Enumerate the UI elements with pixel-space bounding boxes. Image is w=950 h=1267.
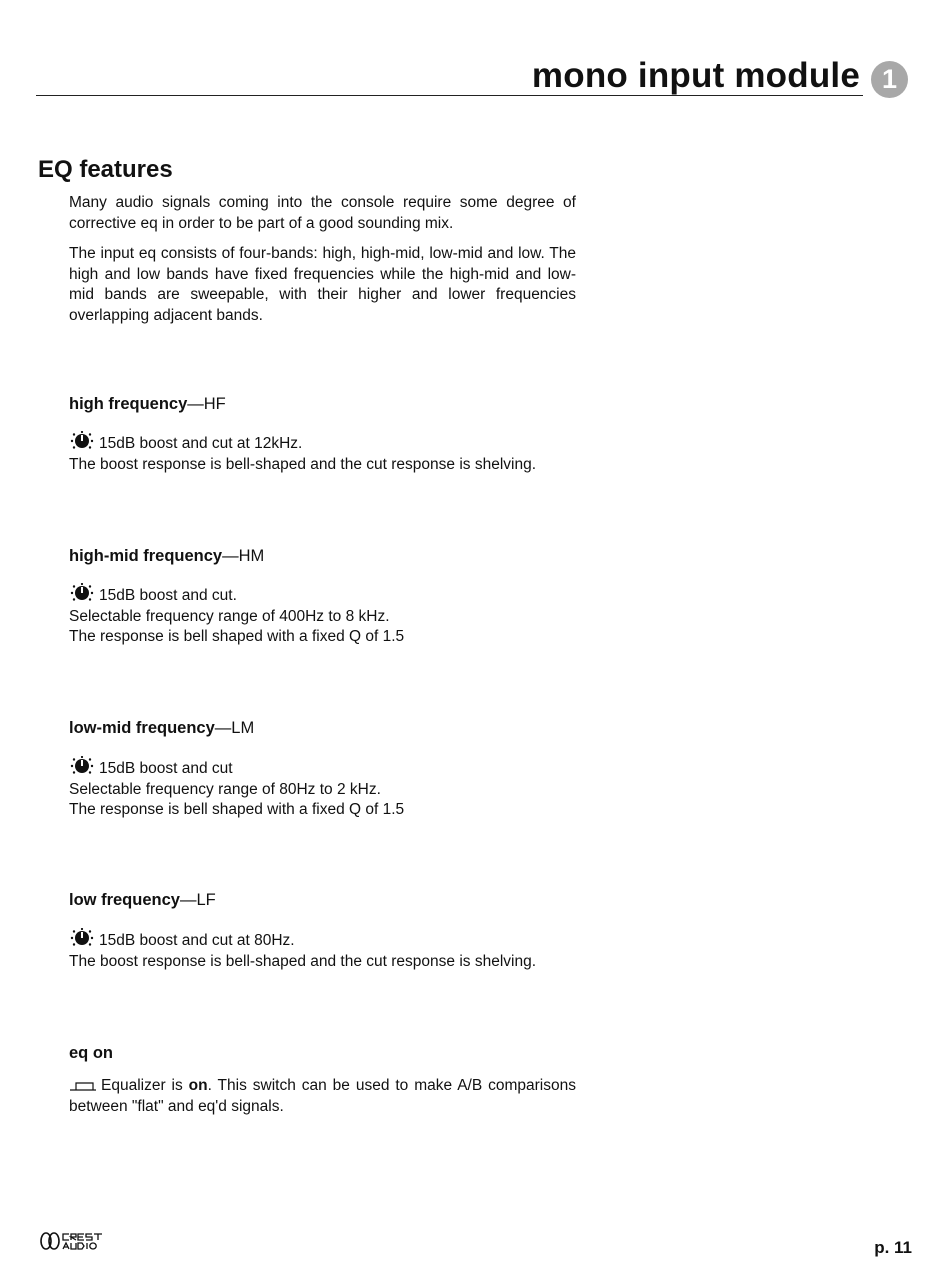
lm-heading [69, 719, 254, 738]
knob-icon [69, 928, 95, 948]
lf-heading-name: low frequency [69, 891, 180, 909]
lm-heading-name: low-mid frequency [69, 719, 215, 737]
hm-heading [69, 547, 264, 566]
hf-line-1: 15dB boost and cut at 12kHz. [99, 435, 303, 452]
switch-icon [69, 1078, 97, 1092]
knob-icon [69, 583, 95, 603]
hm-line-1: 15dB boost and cut. [99, 587, 237, 604]
hf-description [69, 431, 589, 475]
intro-paragraph-2: The input eq consists of four-bands: high, high-mid, low-mid and low. The high and low bands have fixed frequencies while the high-mid and low-mid bands are sweepable, with their higher and lower frequencies overlapping adjacent bands. [69, 245, 576, 324]
hf-line-2: The boost response is bell-shaped and the cut response is shelving. [69, 455, 537, 473]
lf-heading [69, 891, 216, 910]
crest-audio-logo [40, 1230, 114, 1252]
section-heading: EQ features [38, 156, 173, 183]
lf-line-2: The boost response is bell-shaped and the cut response is shelving. [69, 952, 537, 970]
hm-line-2: Selectable frequency range of 400Hz to 8 kHz. [69, 607, 390, 625]
lm-line-2: Selectable frequency range of 80Hz to 2 kHz. [69, 780, 381, 798]
hm-description [69, 583, 589, 648]
chapter-badge: 1 [871, 61, 908, 98]
eq-on-description [69, 1076, 576, 1117]
lf-description [69, 928, 589, 972]
knob-icon [69, 756, 95, 776]
lm-line-1: 15dB boost and cut [99, 760, 233, 777]
eq-on-heading-text: eq on [69, 1044, 113, 1062]
eq-on-text-before: Equalizer is [101, 1077, 189, 1094]
lm-description [69, 756, 589, 821]
eq-on-text-after: . This switch can be used to make A/B comparisons between "flat" and eq'd signals. [69, 1077, 576, 1115]
knob-icon [69, 431, 95, 451]
hm-heading-suffix: —HM [222, 547, 265, 565]
eq-on-heading [69, 1044, 113, 1063]
hf-heading [69, 395, 226, 414]
lf-line-1: 15dB boost and cut at 80Hz. [99, 932, 295, 949]
page-title: mono input module [531, 56, 860, 95]
page-number: p. 11 [874, 1238, 912, 1257]
hm-heading-name: high-mid frequency [69, 547, 223, 565]
hf-heading-name: high frequency [69, 395, 188, 413]
hf-heading-suffix: —HF [187, 395, 226, 413]
lm-heading-suffix: —LM [214, 719, 255, 737]
eq-on-text-bold: on [188, 1077, 208, 1094]
header-divider [36, 95, 863, 96]
lf-heading-suffix: —LF [179, 891, 216, 909]
intro-paragraph-1: Many audio signals coming into the console require some degree of corrective eq in order to be part of a good sounding mix. [69, 194, 576, 232]
lm-line-3: The response is bell shaped with a fixed Q of 1.5 [69, 801, 405, 818]
hm-line-3: The response is bell shaped with a fixed Q of 1.5 [69, 628, 405, 645]
